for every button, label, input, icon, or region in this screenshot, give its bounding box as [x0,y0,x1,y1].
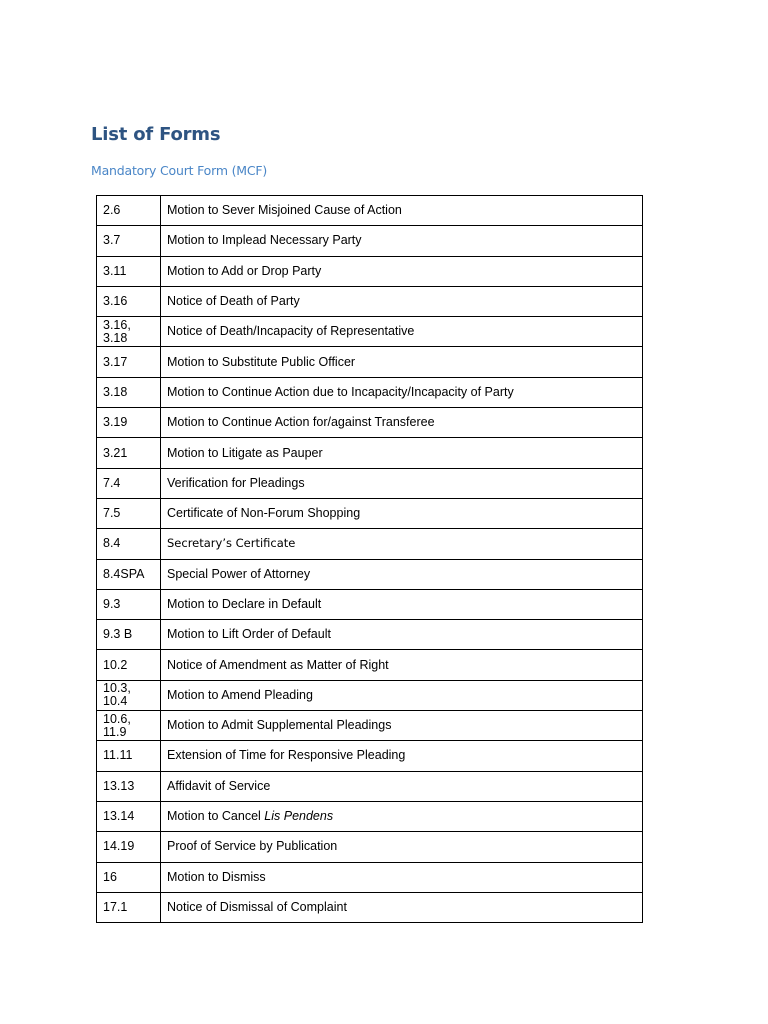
form-title [161,741,643,771]
form-title [161,438,643,468]
form-code: 10.2 [97,650,161,680]
form-code: 16 [97,862,161,892]
form-title-text: Motion to Cancel [167,809,265,824]
form-title [161,498,643,528]
form-title [161,832,643,862]
form-code: 14.19 [97,832,161,862]
form-code: 10.3, 10.4 [97,680,161,710]
form-title [161,347,643,377]
form-title-text: Motion to Admit Supplemental Pleadings [167,718,392,733]
form-title-text: Motion to Continue Action for/against Transferee [167,415,435,430]
form-title [161,408,643,438]
forms-table [96,195,643,923]
form-title [161,589,643,619]
form-code: 10.6, 11.9 [97,711,161,741]
form-title [161,862,643,892]
form-code: 3.16, 3.18 [97,317,161,347]
form-title-text: Notice of Death of Party [167,294,300,309]
form-title-text: Motion to Lift Order of Default [167,627,331,642]
form-title-text: Notice of Dismissal of Complaint [167,899,347,914]
section-subtitle: Mandatory Court Form (MCF) [91,163,268,178]
form-code: 3.17 [97,347,161,377]
table-row [97,589,643,619]
table-row [97,286,643,316]
form-code: 3.18 [97,377,161,407]
form-code: 2.6 [97,196,161,226]
table-row [97,408,643,438]
table-row [97,256,643,286]
table-row [97,801,643,831]
table-row [97,498,643,528]
form-code: 3.7 [97,226,161,256]
form-code: 8.4SPA [97,559,161,589]
form-code: 3.19 [97,408,161,438]
table-row [97,741,643,771]
form-title [161,680,643,710]
table-row [97,620,643,650]
form-code: 9.3 B [97,620,161,650]
table-row [97,377,643,407]
form-title-text: Motion to Amend Pleading [167,687,313,702]
form-title-italic: Lis Pendens [264,809,334,824]
form-code: 7.5 [97,498,161,528]
form-title [161,226,643,256]
form-code: 11.11 [97,741,161,771]
form-title-text: Motion to Sever Misjoined Cause of Action [167,203,402,218]
table-row [97,650,643,680]
table-row [97,711,643,741]
table-row [97,862,643,892]
table-row [97,317,643,347]
form-title [161,196,643,226]
form-title [161,892,643,922]
form-title [161,468,643,498]
form-code: 17.1 [97,892,161,922]
form-title-text: Motion to Add or Drop Party [167,263,322,278]
form-title-text: Motion to Dismiss [167,869,266,884]
form-title-text: Verification for Pleadings [167,475,305,490]
form-code: 3.21 [97,438,161,468]
table-row [97,559,643,589]
form-title [161,377,643,407]
form-title-text: Motion to Declare in Default [167,597,322,611]
form-title-text: Notice of Amendment as Matter of Right [167,657,389,672]
form-title [161,317,643,347]
form-code: 7.4 [97,468,161,498]
form-code: 3.16 [97,286,161,316]
form-title [161,620,643,650]
form-title-text: Motion to Continue Action due to Incapacity/Incapacity of Party [167,384,514,399]
table-row [97,680,643,710]
form-title [161,771,643,801]
table-row [97,347,643,377]
form-title [161,256,643,286]
table-row [97,771,643,801]
table-row [97,196,643,226]
table-row [97,892,643,922]
form-title-text: Certificate of Non-Forum Shopping [167,506,361,521]
form-title-text: Special Power of Attorney [167,566,311,581]
table-row [97,468,643,498]
table-row [97,226,643,256]
forms-table-body [97,196,643,923]
table-row [97,832,643,862]
form-title [161,529,643,559]
table-row [97,529,643,559]
form-title-text: Motion to Litigate as Pauper [167,445,323,460]
form-code: 8.4 [97,529,161,559]
form-title [161,650,643,680]
form-title-text: Secretary’s Certificate [167,536,296,551]
form-title-text: Affidavit of Service [167,778,271,793]
form-code: 13.13 [97,771,161,801]
form-title [161,711,643,741]
form-code: 9.3 [97,589,161,619]
form-code: 3.11 [97,256,161,286]
table-row [97,438,643,468]
form-title [161,286,643,316]
form-title-text: Notice of Death/Incapacity of Representative [167,324,415,339]
form-title [161,801,643,831]
form-title [161,559,643,589]
form-title-text: Proof of Service by Publication [167,839,338,854]
form-code: 13.14 [97,801,161,831]
form-title-text: Extension of Time for Responsive Pleading [167,748,406,763]
page-title: List of Forms [91,124,221,145]
form-title-text: Motion to Implead Necessary Party [167,233,362,248]
form-title-text: Motion to Substitute Public Officer [167,354,356,369]
